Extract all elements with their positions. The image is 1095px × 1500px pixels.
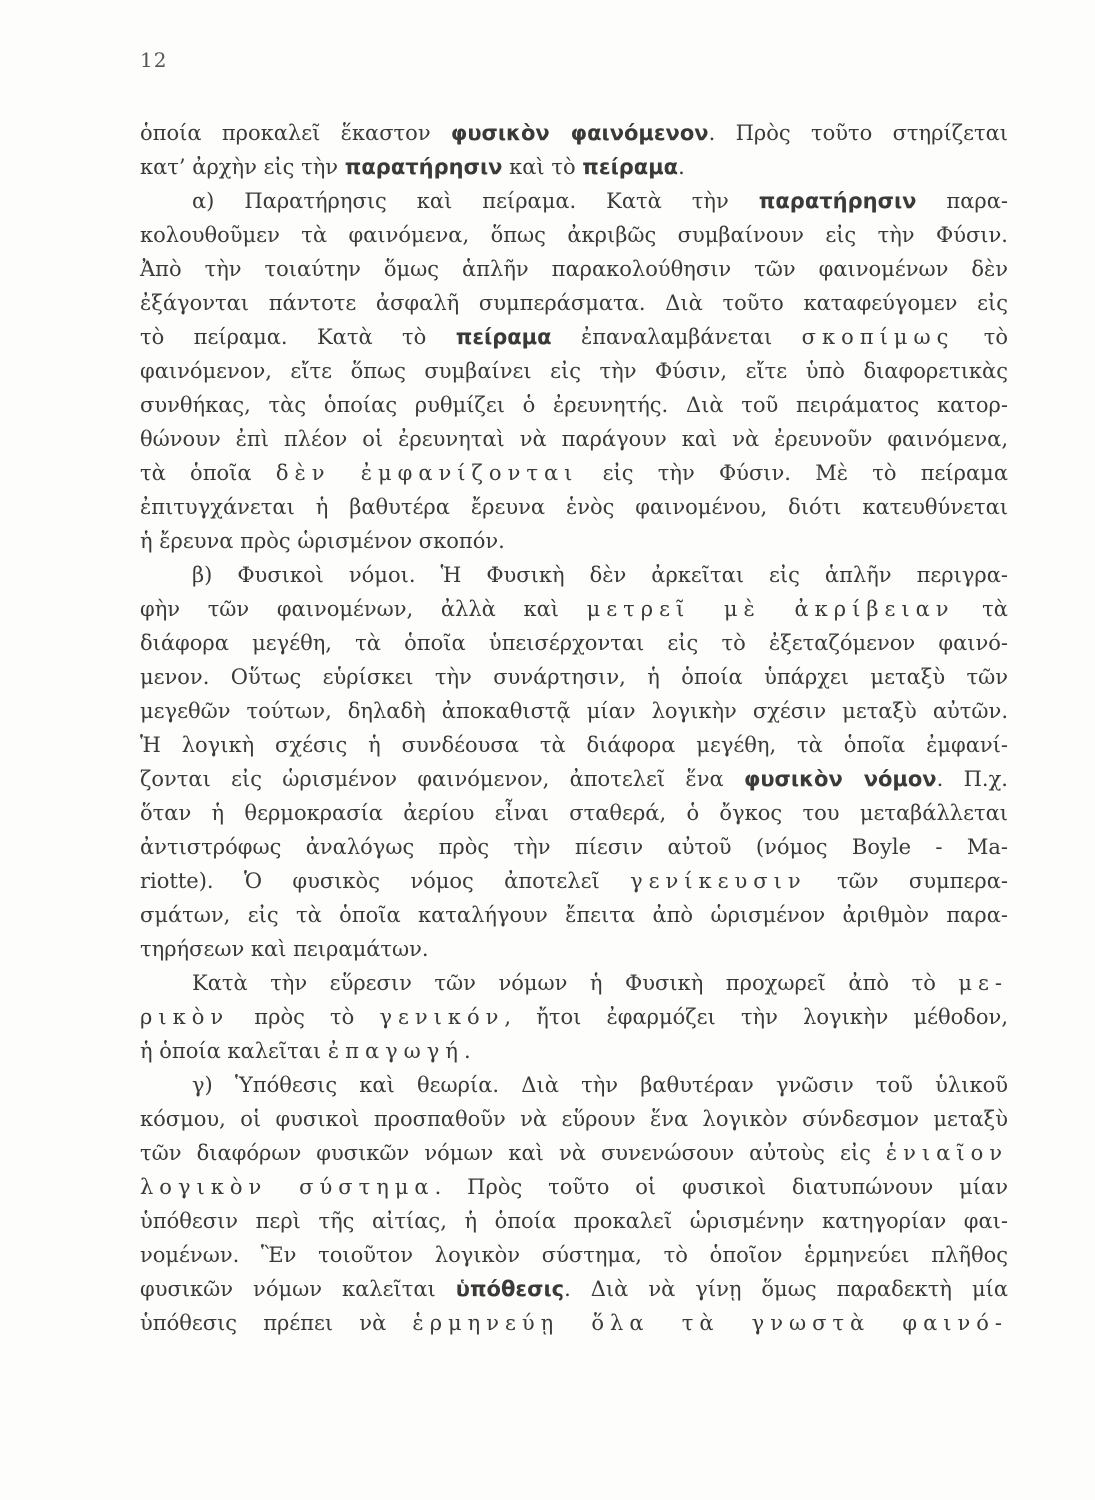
- text-run: τὸ: [954, 325, 1008, 349]
- text-line: [140, 728, 1008, 762]
- spaced-emphasis: γενικόν: [379, 1005, 505, 1029]
- text-run: ἐπιτυγχάνεται ἡ βαθυτέρα ἔρευνα ἑνὸς φαινομένου, διότι κατευθύνεται: [140, 495, 1008, 519]
- text-run: , ἤτοι ἐφαρμόζει τὴν λογικὴν μέθοδον,: [504, 1005, 1008, 1029]
- text-run: φαινόμενον, εἴτε ὅπως συμβαίνει εἰς τὴν Φύσιν, εἴτε ὑπὸ διαφορετικὰς: [140, 359, 1008, 383]
- text-run: καὶ τὸ: [502, 155, 583, 179]
- text-line: [140, 1136, 1008, 1170]
- text-run: .: [678, 155, 685, 179]
- text-line: [140, 184, 1008, 218]
- text-line: [140, 1238, 1008, 1272]
- text-run: Κατὰ τὴν εὕρεσιν τῶν νόμων ἡ Φυσικὴ προχωρεῖ ἀπὸ τὸ: [192, 971, 959, 995]
- text-line: [140, 116, 1008, 150]
- text-run: .: [463, 1039, 471, 1063]
- bold-term: παρατήρησιν: [344, 155, 503, 179]
- text-line: [140, 694, 1008, 728]
- text-run: σμάτων, εἰς τὰ ὁποῖα καταλήγουν ἔπειτα ἀπὸ ὡρισμένον ἀριθμὸν παρα-: [140, 903, 1008, 927]
- text-line: [140, 1034, 1008, 1068]
- text-line: [140, 966, 1008, 1000]
- spaced-emphasis: ἑρμηνεύῃ ὅλα τὰ γνωστὰ φαινό-: [412, 1311, 1009, 1335]
- text-run: ὑπόθεσιν περὶ τῆς αἰτίας, ἡ ὁποία προκαλεῖ ὡρισμένην κατηγορίαν φαι-: [140, 1209, 1008, 1233]
- text-line: [140, 558, 1008, 592]
- text-line: [140, 864, 1008, 898]
- text-run: πρὸς τὸ: [229, 1005, 380, 1029]
- text-run: ἀντιστρόφως ἀναλόγως πρὸς τὴν πίεσιν αὐτοῦ (νόμος Boyle - Ma-: [140, 835, 1008, 859]
- text-line: [140, 1204, 1008, 1238]
- text-run: μενον. Οὕτως εὑρίσκει τὴν συνάρτησιν, ἡ ὁποία ὑπάρχει μεταξὺ τῶν: [140, 665, 1008, 689]
- text-line: [140, 1000, 1008, 1034]
- text-run: φὴν τῶν φαινομένων, ἀλλὰ καὶ: [140, 597, 587, 621]
- text-run: . Διὰ νὰ γίνῃ ὅμως παραδεκτὴ μία: [564, 1277, 1009, 1301]
- text-run: ζονται εἰς ὡρισμένον φαινόμενον, ἀποτελεῖ ἕνα: [140, 767, 744, 791]
- text-line: [140, 388, 1008, 422]
- bold-term: πείραμα: [455, 325, 552, 349]
- spaced-emphasis: λογικὸν σύστημα: [140, 1175, 435, 1199]
- spaced-emphasis: ἑνιαῖον: [885, 1141, 1008, 1165]
- text-line: [140, 320, 1008, 354]
- text-run: ἡ ἔρευνα πρὸς ὡρισμένον σκοπόν.: [140, 529, 505, 553]
- text-run: εἰς τὴν Φύσιν. Μὲ τὸ πείραμα: [578, 461, 1009, 485]
- spaced-emphasis: σκοπίμως: [801, 325, 955, 349]
- text-line: [140, 456, 1008, 490]
- text-line: [140, 354, 1008, 388]
- text-run: γ) Ὑπόθεσις καὶ θεωρία. Διὰ τὴν βαθυτέραν γνῶσιν τοῦ ὑλικοῦ: [192, 1073, 1008, 1097]
- text-run: . Πρὸς τοῦτο στηρίζεται: [708, 121, 1008, 145]
- text-run: . Πρὸς τοῦτο οἱ φυσικοὶ διατυπώνουν μίαν: [434, 1175, 1008, 1199]
- text-run: κολουθοῦμεν τὰ φαινόμενα, ὅπως ἀκριβῶς συμβαίνουν εἰς τὴν Φύσιν.: [140, 223, 1008, 247]
- text-run: τηρήσεων καὶ πειραμάτων.: [140, 937, 429, 961]
- text-run: παρα-: [916, 189, 1009, 213]
- text-run: α) Παρατήρησις καὶ πείραμα. Κατὰ τὴν: [192, 189, 759, 213]
- text-line: [140, 1170, 1008, 1204]
- text-run: τὰ ὁποῖα: [140, 461, 276, 485]
- text-run: . Π.χ.: [936, 767, 1008, 791]
- text-line: [140, 830, 1008, 864]
- text-line: [140, 1102, 1008, 1136]
- text-line: [140, 796, 1008, 830]
- text-run: Ἀπὸ τὴν τοιαύτην ὅμως ἁπλῆν παρακολούθησιν τῶν φαινομένων δὲν: [140, 257, 1008, 281]
- text-line: [140, 150, 1008, 184]
- text-run: ἐπαναλαμβάνεται: [551, 325, 802, 349]
- text-run: riotte). Ὁ φυσικὸς νόμος ἀποτελεῖ: [140, 869, 631, 893]
- text-line: [140, 1068, 1008, 1102]
- text-run: ἐξάγονται πάντοτε ἀσφαλῆ συμπεράσματα. Διὰ τοῦτο καταφεύγομεν εἰς: [140, 291, 1008, 315]
- text-run: κατ’ ἀρχὴν εἰς τὴν: [140, 155, 345, 179]
- text-line: [140, 932, 1008, 966]
- text-run: κόσμου, οἱ φυσικοὶ προσπαθοῦν νὰ εὕρουν ἕνα λογικὸν σύνδεσμον μεταξὺ: [140, 1107, 1008, 1131]
- text-run: Ἡ λογικὴ σχέσις ἡ συνδέουσα τὰ διάφορα μεγέθη, τὰ ὁποῖα ἐμφανί-: [140, 733, 1008, 757]
- text-line: [140, 1272, 1008, 1306]
- text-run: νομένων. Ἓν τοιοῦτον λογικὸν σύστημα, τὸ ὁποῖον ἑρμηνεύει πλῆθος: [140, 1243, 1008, 1267]
- spaced-emphasis: ρικὸν: [140, 1005, 230, 1029]
- bold-term: ὑπόθεσις: [455, 1277, 565, 1301]
- text-run: τῶν συμπερα-: [806, 869, 1008, 893]
- spaced-emphasis: γενίκευσιν: [630, 869, 807, 893]
- page-number: 12: [140, 48, 168, 72]
- text-run: θώνουν ἐπὶ πλέον οἱ ἐρευνηταὶ νὰ παράγουν καὶ νὰ ἐρευνοῦν φαινόμενα,: [140, 427, 1008, 451]
- text-line: [140, 286, 1008, 320]
- spaced-emphasis: ἐπαγωγή: [327, 1039, 464, 1063]
- text-line: [140, 252, 1008, 286]
- spaced-emphasis: δὲν ἐμφανίζονται: [275, 461, 579, 485]
- bold-term: φυσικὸν νόμον: [743, 767, 937, 791]
- bold-term: παρατήρησιν: [758, 189, 917, 213]
- text-run: ὑπόθεσις πρέπει νὰ: [140, 1311, 413, 1335]
- text-run: τὰ: [954, 597, 1008, 621]
- spaced-emphasis: με-: [958, 971, 1008, 995]
- text-run: β) Φυσικοὶ νόμοι. Ἡ Φυσικὴ δὲν ἀρκεῖται εἰς ἁπλῆν περιγρα-: [192, 563, 1008, 587]
- text-line: [140, 762, 1008, 796]
- text-run: ὁποία προκαλεῖ ἕκαστον: [140, 121, 451, 145]
- text-run: διάφορα μεγέθη, τὰ ὁποῖα ὑπεισέρχονται εἰς τὸ ἐξεταζόμενον φαινό-: [140, 631, 1008, 655]
- text-run: τῶν διαφόρων φυσικῶν νόμων καὶ νὰ συνενώσουν αὐτοὺς εἰς: [140, 1141, 886, 1165]
- text-line: [140, 592, 1008, 626]
- text-line: [140, 898, 1008, 932]
- spaced-emphasis: μετρεῖ μὲ ἀκρίβειαν: [586, 597, 955, 621]
- text-line: [140, 626, 1008, 660]
- text-run: ὅταν ἡ θερμοκρασία ἀερίου εἶναι σταθερά, ὁ ὄγκος του μεταβάλλεται: [140, 801, 1008, 825]
- text-line: [140, 218, 1008, 252]
- text-run: συνθήκας, τὰς ὁποίας ρυθμίζει ὁ ἐρευνητής. Διὰ τοῦ πειράματος κατορ-: [140, 393, 1008, 417]
- text-run: μεγεθῶν τούτων, δηλαδὴ ἀποκαθιστᾷ μίαν λογικὴν σχέσιν μεταξὺ αὐτῶν.: [140, 699, 1008, 723]
- body-text: [140, 116, 1008, 1340]
- text-line: [140, 660, 1008, 694]
- text-run: τὸ πείραμα. Κατὰ τὸ: [140, 325, 456, 349]
- text-line: [140, 422, 1008, 456]
- bold-term: πείραμα: [582, 155, 679, 179]
- text-line: [140, 490, 1008, 524]
- text-line: [140, 524, 1008, 558]
- text-run: φυσικῶν νόμων καλεῖται: [140, 1277, 456, 1301]
- text-run: ἡ ὁποία καλεῖται: [140, 1039, 328, 1063]
- bold-term: φυσικὸν φαινόμενον: [450, 121, 709, 145]
- text-line: [140, 1306, 1008, 1340]
